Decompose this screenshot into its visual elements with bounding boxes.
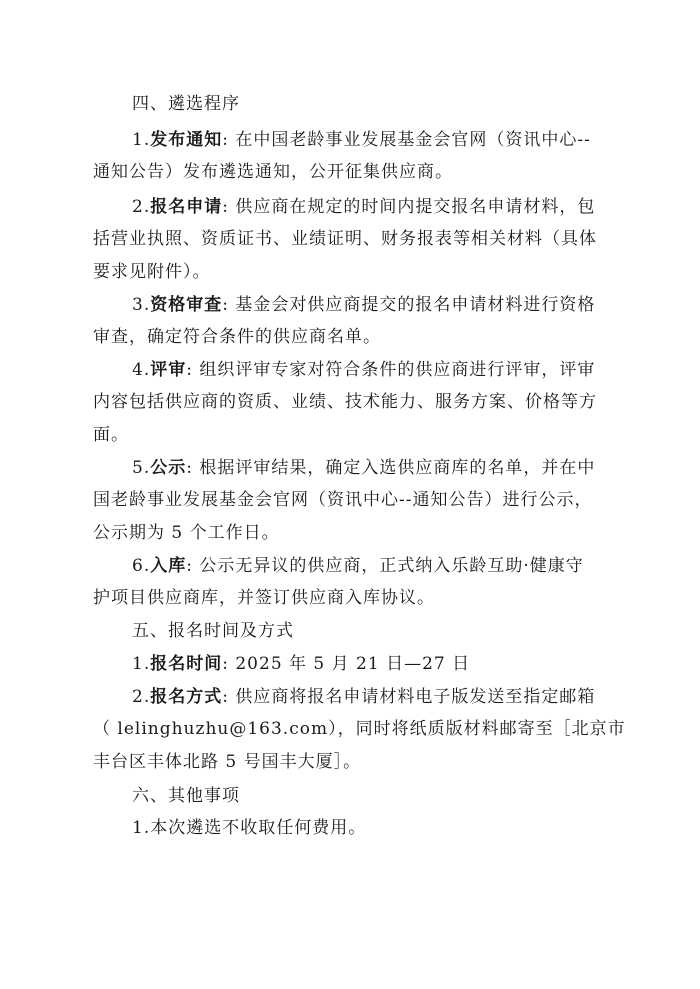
item-continuation: 丰台区丰体北路 5 号国丰大厦］。 <box>93 752 362 772</box>
list-item: 2.报名方式: 供应商将报名申请材料电子版发送至指定邮箱 <box>132 687 596 707</box>
section-heading: 五、报名时间及方式 <box>132 621 294 641</box>
list-item: 4.评审: 组织评审专家对符合条件的供应商进行评审，评审 <box>132 360 596 380</box>
list-item: 6.入库: 公示无异议的供应商，正式纳入乐龄互助·健康守 <box>132 556 584 576</box>
item-continuation: 要求见附件）。 <box>93 262 211 282</box>
item-label: 发布通知 <box>150 130 223 150</box>
item-continuation: 公示期为 5 个工作日。 <box>93 523 280 543</box>
list-item: 1.本次遴选不收取任何费用。 <box>132 818 367 838</box>
item-continuation: 护项目供应商库，并签订供应商入库协议。 <box>93 588 435 608</box>
section-heading: 六、其他事项 <box>132 786 240 806</box>
item-label: 报名申请 <box>150 197 223 217</box>
item-continuation: 内容包括供应商的资质、业绩、技术能力、服务方案、价格等方 <box>93 392 597 412</box>
list-item: 3.资格审查: 基金会对供应商提交的报名申请材料进行资格 <box>132 295 596 315</box>
item-continuation: （ lelinghuzhu@163.com），同时将纸质版材料邮寄至［北京市 <box>93 719 626 739</box>
item-label: 报名方式 <box>150 687 223 707</box>
item-label: 入库 <box>150 556 187 576</box>
item-continuation: 审查，确定符合条件的供应商名单。 <box>93 327 381 347</box>
list-item: 5.公示: 根据评审结果，确定入选供应商库的名单，并在中 <box>132 458 596 478</box>
item-label: 资格审查 <box>150 295 223 315</box>
item-continuation: 括营业执照、资质证书、业绩证明、财务报表等相关材料（具体 <box>93 229 597 249</box>
item-label: 公示 <box>150 458 187 478</box>
list-item: 1.发布通知: 在中国老龄事业发展基金会官网（资讯中心-- <box>132 130 591 150</box>
item-continuation: 通知公告）发布遴选通知，公开征集供应商。 <box>93 162 453 182</box>
item-label: 评审 <box>150 360 187 380</box>
item-label: 报名时间 <box>150 654 223 674</box>
section-heading: 四、遴选程序 <box>132 94 240 114</box>
item-continuation: 国老龄事业发展基金会官网（资讯中心--通知公告）进行公示， <box>93 490 593 510</box>
item-continuation: 面。 <box>93 425 129 445</box>
list-item: 2.报名申请: 供应商在规定的时间内提交报名申请材料，包 <box>132 197 596 217</box>
list-item: 1.报名时间: 2025 年 5 月 21 日—27 日 <box>132 654 471 674</box>
